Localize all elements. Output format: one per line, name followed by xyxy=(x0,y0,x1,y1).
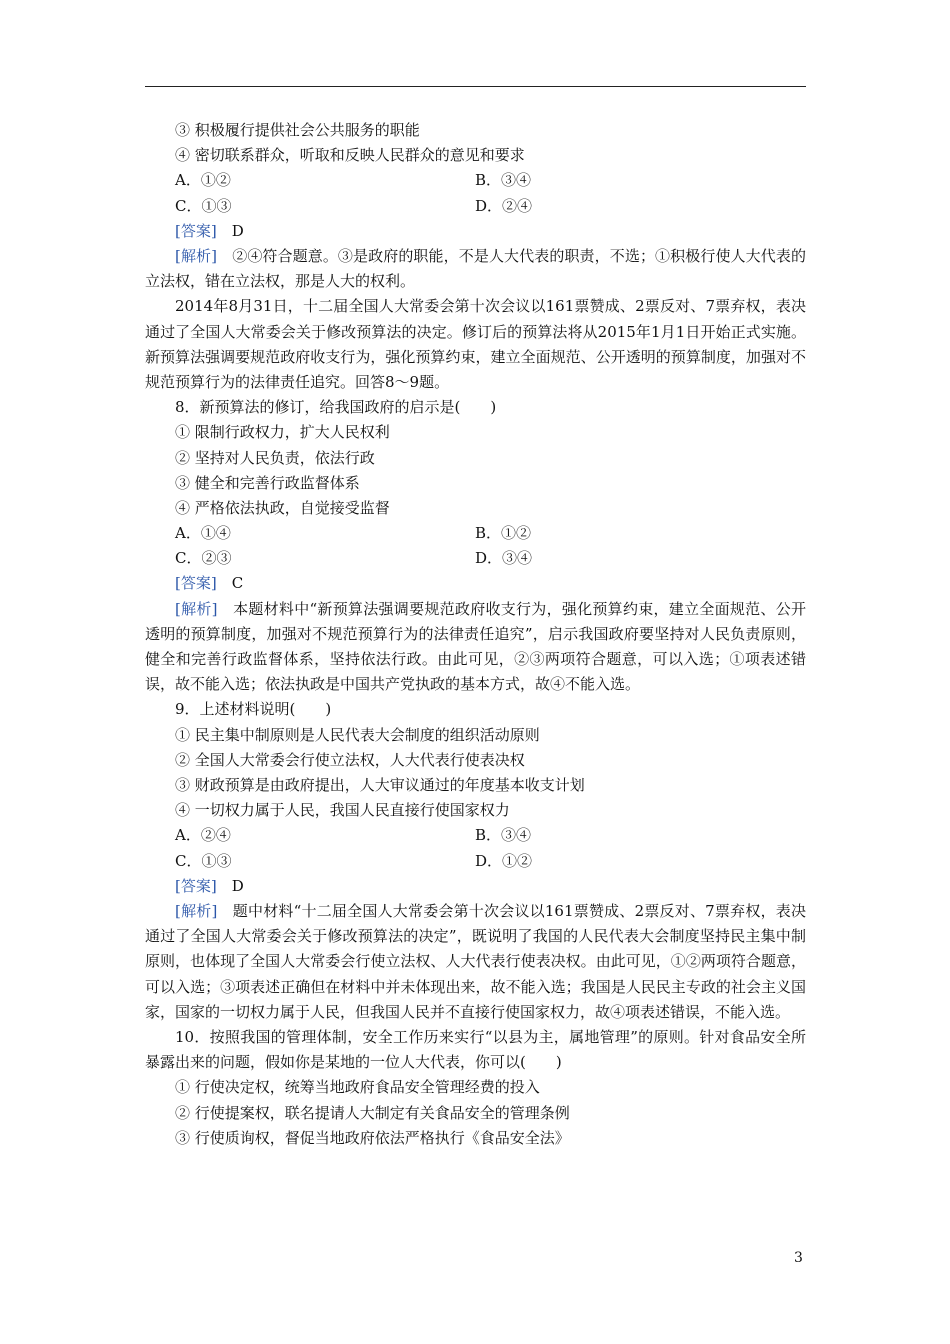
answer-value: D xyxy=(231,221,244,240)
analysis-tag: [解析] xyxy=(175,901,218,920)
q9-option-a: A．②④ xyxy=(175,826,231,845)
q7-options-row-1 xyxy=(145,168,806,193)
answer-tag: [答案] xyxy=(175,221,217,240)
q9-option-d: D．①② xyxy=(475,851,533,870)
q9-item-4: ④ 一切权力属于人民，我国人民直接行使国家权力 xyxy=(175,801,510,820)
q7-option-c: C．①③ xyxy=(175,196,232,215)
q9-item-2: ② 全国人大常委会行使立法权，人大代表行使表决权 xyxy=(175,750,525,769)
q9-item-1: ① 民主集中制原则是人民代表大会制度的组织活动原则 xyxy=(175,725,540,744)
q7-options-row-2 xyxy=(145,194,806,219)
analysis-tag: [解析] xyxy=(175,599,218,618)
q9-answer xyxy=(145,874,806,899)
q9-item-3: ③ 财政预算是由政府提出，人大审议通过的年度基本收支计划 xyxy=(175,776,585,795)
q7-answer xyxy=(145,219,806,244)
q10-item-2: ② 行使提案权，联名提请人大制定有关食品安全的管理条例 xyxy=(175,1103,570,1122)
analysis-text: ②④符合题意。③是政府的职能，不是人大代表的职责，不选；①积极行使人大代表的立法权，错在立法权，那是人大的权利。 xyxy=(145,246,806,291)
q8-option-d: D．③④ xyxy=(475,549,533,568)
q7-item-4: ④ 密切联系群众，听取和反映人民群众的意见和要求 xyxy=(175,146,525,165)
page-number: 3 xyxy=(794,1250,803,1266)
q9-stem: 9．上述材料说明( ) xyxy=(175,700,332,719)
q8-option-b: B．①② xyxy=(475,524,532,543)
answer-tag: [答案] xyxy=(175,876,217,895)
answer-value: D xyxy=(231,876,244,895)
q10-stem: 10．按照我国的管理体制，安全工作历来实行“以县为主，属地管理”的原则。针对食品安全所暴露出来的问题，假如你是某地的一位人大代表，你可以( ) xyxy=(145,1027,806,1072)
q9-options-row-1 xyxy=(145,823,806,848)
q9-options-row-2 xyxy=(145,849,806,874)
q9-option-c: C．①③ xyxy=(175,851,232,870)
q7-option-b: B．③④ xyxy=(475,171,532,190)
header-rule xyxy=(145,86,806,87)
q7-option-d: D．②④ xyxy=(475,196,533,215)
q8-option-a: A．①④ xyxy=(175,524,231,543)
q8-stem: 8．新预算法的修订，给我国政府的启示是( ) xyxy=(175,398,497,417)
q8-options-row-1 xyxy=(145,521,806,546)
q7-option-a: A．①② xyxy=(175,171,231,190)
answer-tag: [答案] xyxy=(175,574,217,593)
q8-answer xyxy=(145,571,806,596)
q8-options-row-2 xyxy=(145,546,806,571)
analysis-text: 本题材料中“新预算法强调要规范政府收支行为，强化预算约束，建立全面规范、公开透明的预算制度，加强对不规范预算行为的法律责任追究”，启示我国政府要坚持对人民负责原则，健全和完善行政监督体系，坚持依法行政。由此可见，②③两项符合题意，可以入选；①项表述错误，故不能入选；依法执政是中国共产党执政的基本方式，故④不能入选。 xyxy=(145,599,806,694)
q8-item-4: ④ 严格依法执政，自觉接受监督 xyxy=(175,498,390,517)
material-paragraph: 2014年8月31日，十二届全国人大常委会第十次会议以161票赞成、2票反对、7票弃权，表决通过了全国人大常委会关于修改预算法的决定。修订后的预算法将从2015年1月1日开始正式实施。新预算法强调要规范政府收支行为，强化预算约束，建立全面规范、公开透明的预算制度，加强对不规范预算行为的法律责任追究。回答8～9题。 xyxy=(145,297,806,391)
answer-value: C xyxy=(231,574,244,593)
q8-item-2: ② 坚持对人民负责，依法行政 xyxy=(175,448,375,467)
q10-item-3: ③ 行使质询权，督促当地政府依法严格执行《食品安全法》 xyxy=(175,1128,570,1147)
q7-item-3: ③ 积极履行提供社会公共服务的职能 xyxy=(175,121,420,139)
analysis-text: 题中材料“十二届全国人大常委会第十次会议以161票赞成、2票反对、7票弃权，表决通过了全国人大常委会关于修改预算法的决定”，既说明了我国的人民代表大会制度坚持民主集中制原则，也体现了全国人大常委会行使立法权、人大代表行使表决权。由此可见，①②两项符合题意，可以入选；③项表述正确但在材料中并未体现出来，故不能入选；我国是人民民主专政的社会主义国家，国家的一切权力属于人民，但我国人民并不直接行使国家权力，故④项表述错误，不能入选。 xyxy=(145,901,806,1021)
q9-option-b: B．③④ xyxy=(475,826,532,845)
q8-analysis xyxy=(145,597,806,698)
q8-item-1: ① 限制行政权力，扩大人民权利 xyxy=(175,423,390,442)
q10-item-1: ① 行使决定权，统筹当地政府食品安全管理经费的投入 xyxy=(175,1078,540,1097)
q9-analysis xyxy=(145,899,806,1025)
analysis-tag: [解析] xyxy=(175,246,218,265)
q8-item-3: ③ 健全和完善行政监督体系 xyxy=(175,473,360,492)
q7-analysis xyxy=(145,244,806,294)
page-content xyxy=(145,118,806,1151)
q8-option-c: C．②③ xyxy=(175,549,232,568)
